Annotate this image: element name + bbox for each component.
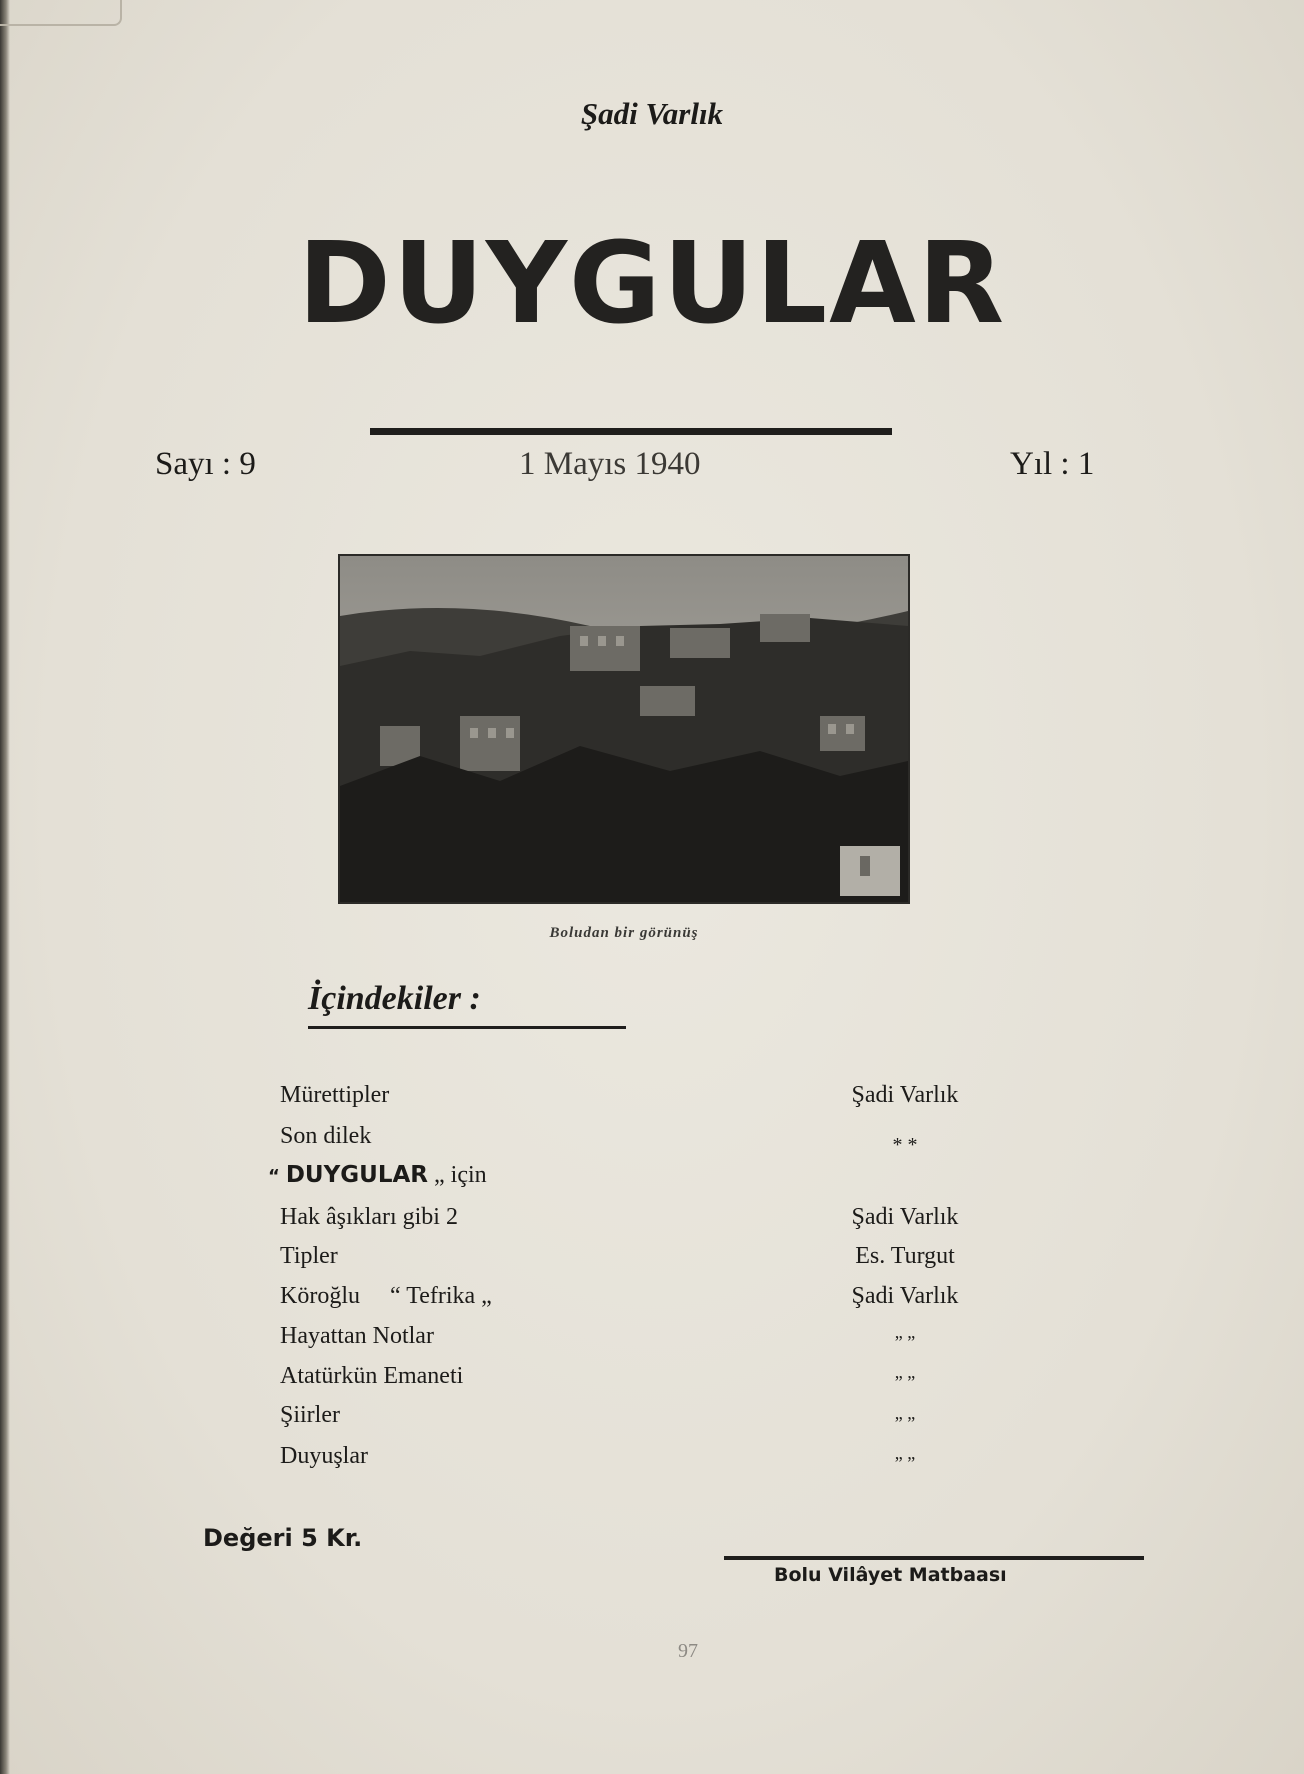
list-item (268, 1162, 487, 1189)
author-name: Şadi Varlık (580, 96, 724, 131)
list-item: Hak âşıkları gibi 2 (280, 1204, 458, 1230)
contents-heading: İçindekiler : (308, 980, 481, 1017)
list-item-suffix: „ için (434, 1162, 487, 1188)
title-rule (370, 428, 892, 435)
list-item-author: Şadi Varlık (851, 1082, 959, 1108)
magazine-title: DUYGULAR (297, 219, 1007, 349)
list-item-note: “ Tefrika „ (390, 1283, 492, 1309)
issue-year: Yıl : 1 (1010, 446, 1095, 482)
list-item-author: ” ” (894, 1332, 916, 1352)
contents-rule (308, 1026, 626, 1029)
list-item-author: * * (892, 1134, 918, 1156)
price-label: Değeri 5 Kr. (203, 1524, 363, 1552)
footer-rule (724, 1556, 1144, 1560)
list-item-author: Şadi Varlık (851, 1283, 959, 1309)
brand-name: DUYGULAR (285, 1162, 428, 1188)
list-item: Tipler (280, 1243, 338, 1269)
issue-number: Sayı : 9 (155, 446, 256, 482)
list-item-author: Es. Turgut (855, 1243, 955, 1269)
printer-name: Bolu Vilâyet Matbaası (774, 1564, 1007, 1586)
issue-date: 1 Mayıs 1940 (519, 446, 701, 482)
list-item: Şiirler (280, 1402, 340, 1428)
list-item: Mürettipler (280, 1082, 390, 1108)
city-photograph (338, 554, 910, 904)
page-corner-mark (0, 0, 122, 26)
list-item: Hayattan Notlar (280, 1323, 434, 1349)
list-item: Atatürkün Emaneti (280, 1363, 464, 1389)
list-item-author: ” ” (894, 1453, 916, 1473)
list-item: Son dilek (280, 1123, 372, 1149)
page-number-mark: 97 (678, 1640, 698, 1662)
list-item-author: Şadi Varlık (851, 1204, 959, 1230)
list-item: Duyuşlar (280, 1443, 368, 1469)
list-item-title: Köroğlu (280, 1283, 360, 1309)
open-quote: “ (268, 1166, 280, 1187)
list-item-author: ” ” (894, 1372, 916, 1392)
photo-caption: Boludan bir görünüş (549, 925, 699, 941)
city-view-illustration (340, 556, 908, 902)
list-item-author: ” ” (894, 1413, 916, 1433)
list-item (280, 1283, 492, 1310)
